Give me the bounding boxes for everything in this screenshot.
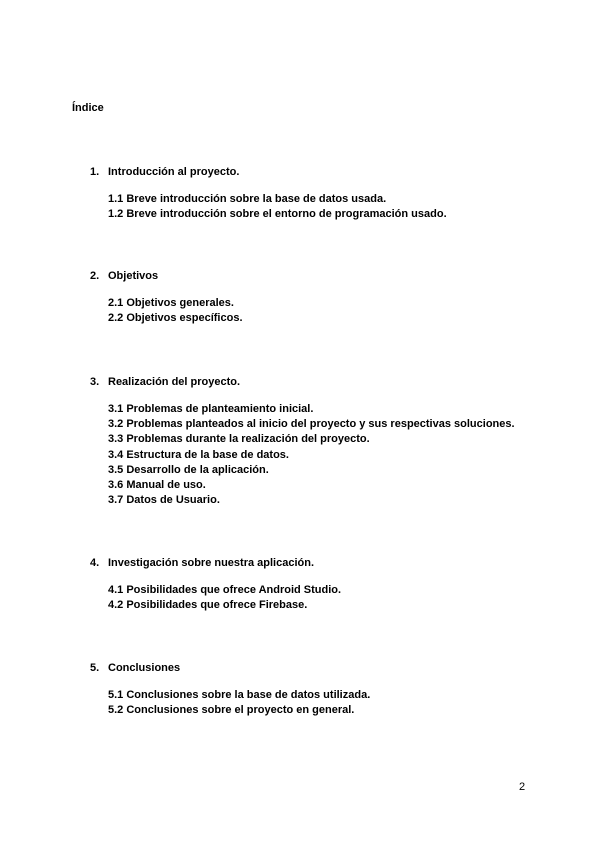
toc-subitems — [108, 583, 560, 613]
toc-subitem: 3.6 Manual de uso. — [108, 479, 206, 492]
toc-section-heading — [90, 374, 560, 390]
toc-subitem: 3.1 Problemas de planteamiento inicial. — [108, 403, 314, 415]
toc-section-label: Investigación sobre nuestra aplicación. — [108, 557, 315, 569]
toc-subitem: 3.4 Estructura de la base de datos. — [108, 448, 289, 461]
toc-subitems — [108, 192, 560, 222]
toc-section-2 — [90, 268, 560, 326]
toc-section-number: 5. — [90, 662, 100, 674]
page-title: Índice — [72, 102, 104, 114]
toc-section-label: Realización del proyecto. — [108, 376, 241, 388]
toc-section-label: Objetivos — [108, 270, 159, 282]
toc-subitem: 2.2 Objetivos específicos. — [108, 312, 243, 325]
toc-section-label: Introducción al proyecto. — [108, 166, 240, 178]
toc-subitems — [108, 402, 560, 508]
toc-section-heading — [90, 268, 560, 284]
toc-section-number: 3. — [90, 376, 100, 388]
toc-section-4 — [90, 555, 560, 613]
toc-subitems — [108, 296, 560, 326]
toc-section-number: 1. — [90, 166, 100, 178]
toc-subitem: 3.7 Datos de Usuario. — [108, 494, 220, 507]
toc-subitem: 1.2 Breve introducción sobre el entorno de programación usado. — [108, 208, 447, 221]
toc-section-heading — [90, 164, 560, 180]
toc-subitem: 5.2 Conclusiones sobre el proyecto en general. — [108, 704, 355, 717]
toc-subitem: 3.2 Problemas planteados al inicio del proyecto y sus respectivas soluciones. — [108, 418, 515, 431]
toc-subitem: 1.1 Breve introducción sobre la base de datos usada. — [108, 193, 387, 205]
toc-subitem: 4.1 Posibilidades que ofrece Android Studio. — [108, 584, 342, 596]
toc-section-label: Conclusiones — [108, 662, 181, 674]
toc-section-1 — [90, 164, 560, 222]
toc-section-number: 4. — [90, 557, 100, 569]
toc-subitem: 3.5 Desarrollo de la aplicación. — [108, 463, 269, 476]
toc-section-heading — [90, 555, 560, 571]
toc-subitem: 3.3 Problemas durante la realización del proyecto. — [108, 433, 370, 446]
toc-subitem: 4.2 Posibilidades que ofrece Firebase. — [108, 599, 308, 612]
toc-section-3 — [90, 374, 560, 508]
toc-subitems — [108, 688, 560, 718]
toc-subitem: 2.1 Objetivos generales. — [108, 297, 234, 309]
page-number: 2 — [519, 781, 526, 793]
toc-subitem: 5.1 Conclusiones sobre la base de datos utilizada. — [108, 689, 371, 701]
toc-section-5 — [90, 660, 560, 718]
toc-section-number: 2. — [90, 270, 100, 282]
toc-section-heading — [90, 660, 560, 676]
